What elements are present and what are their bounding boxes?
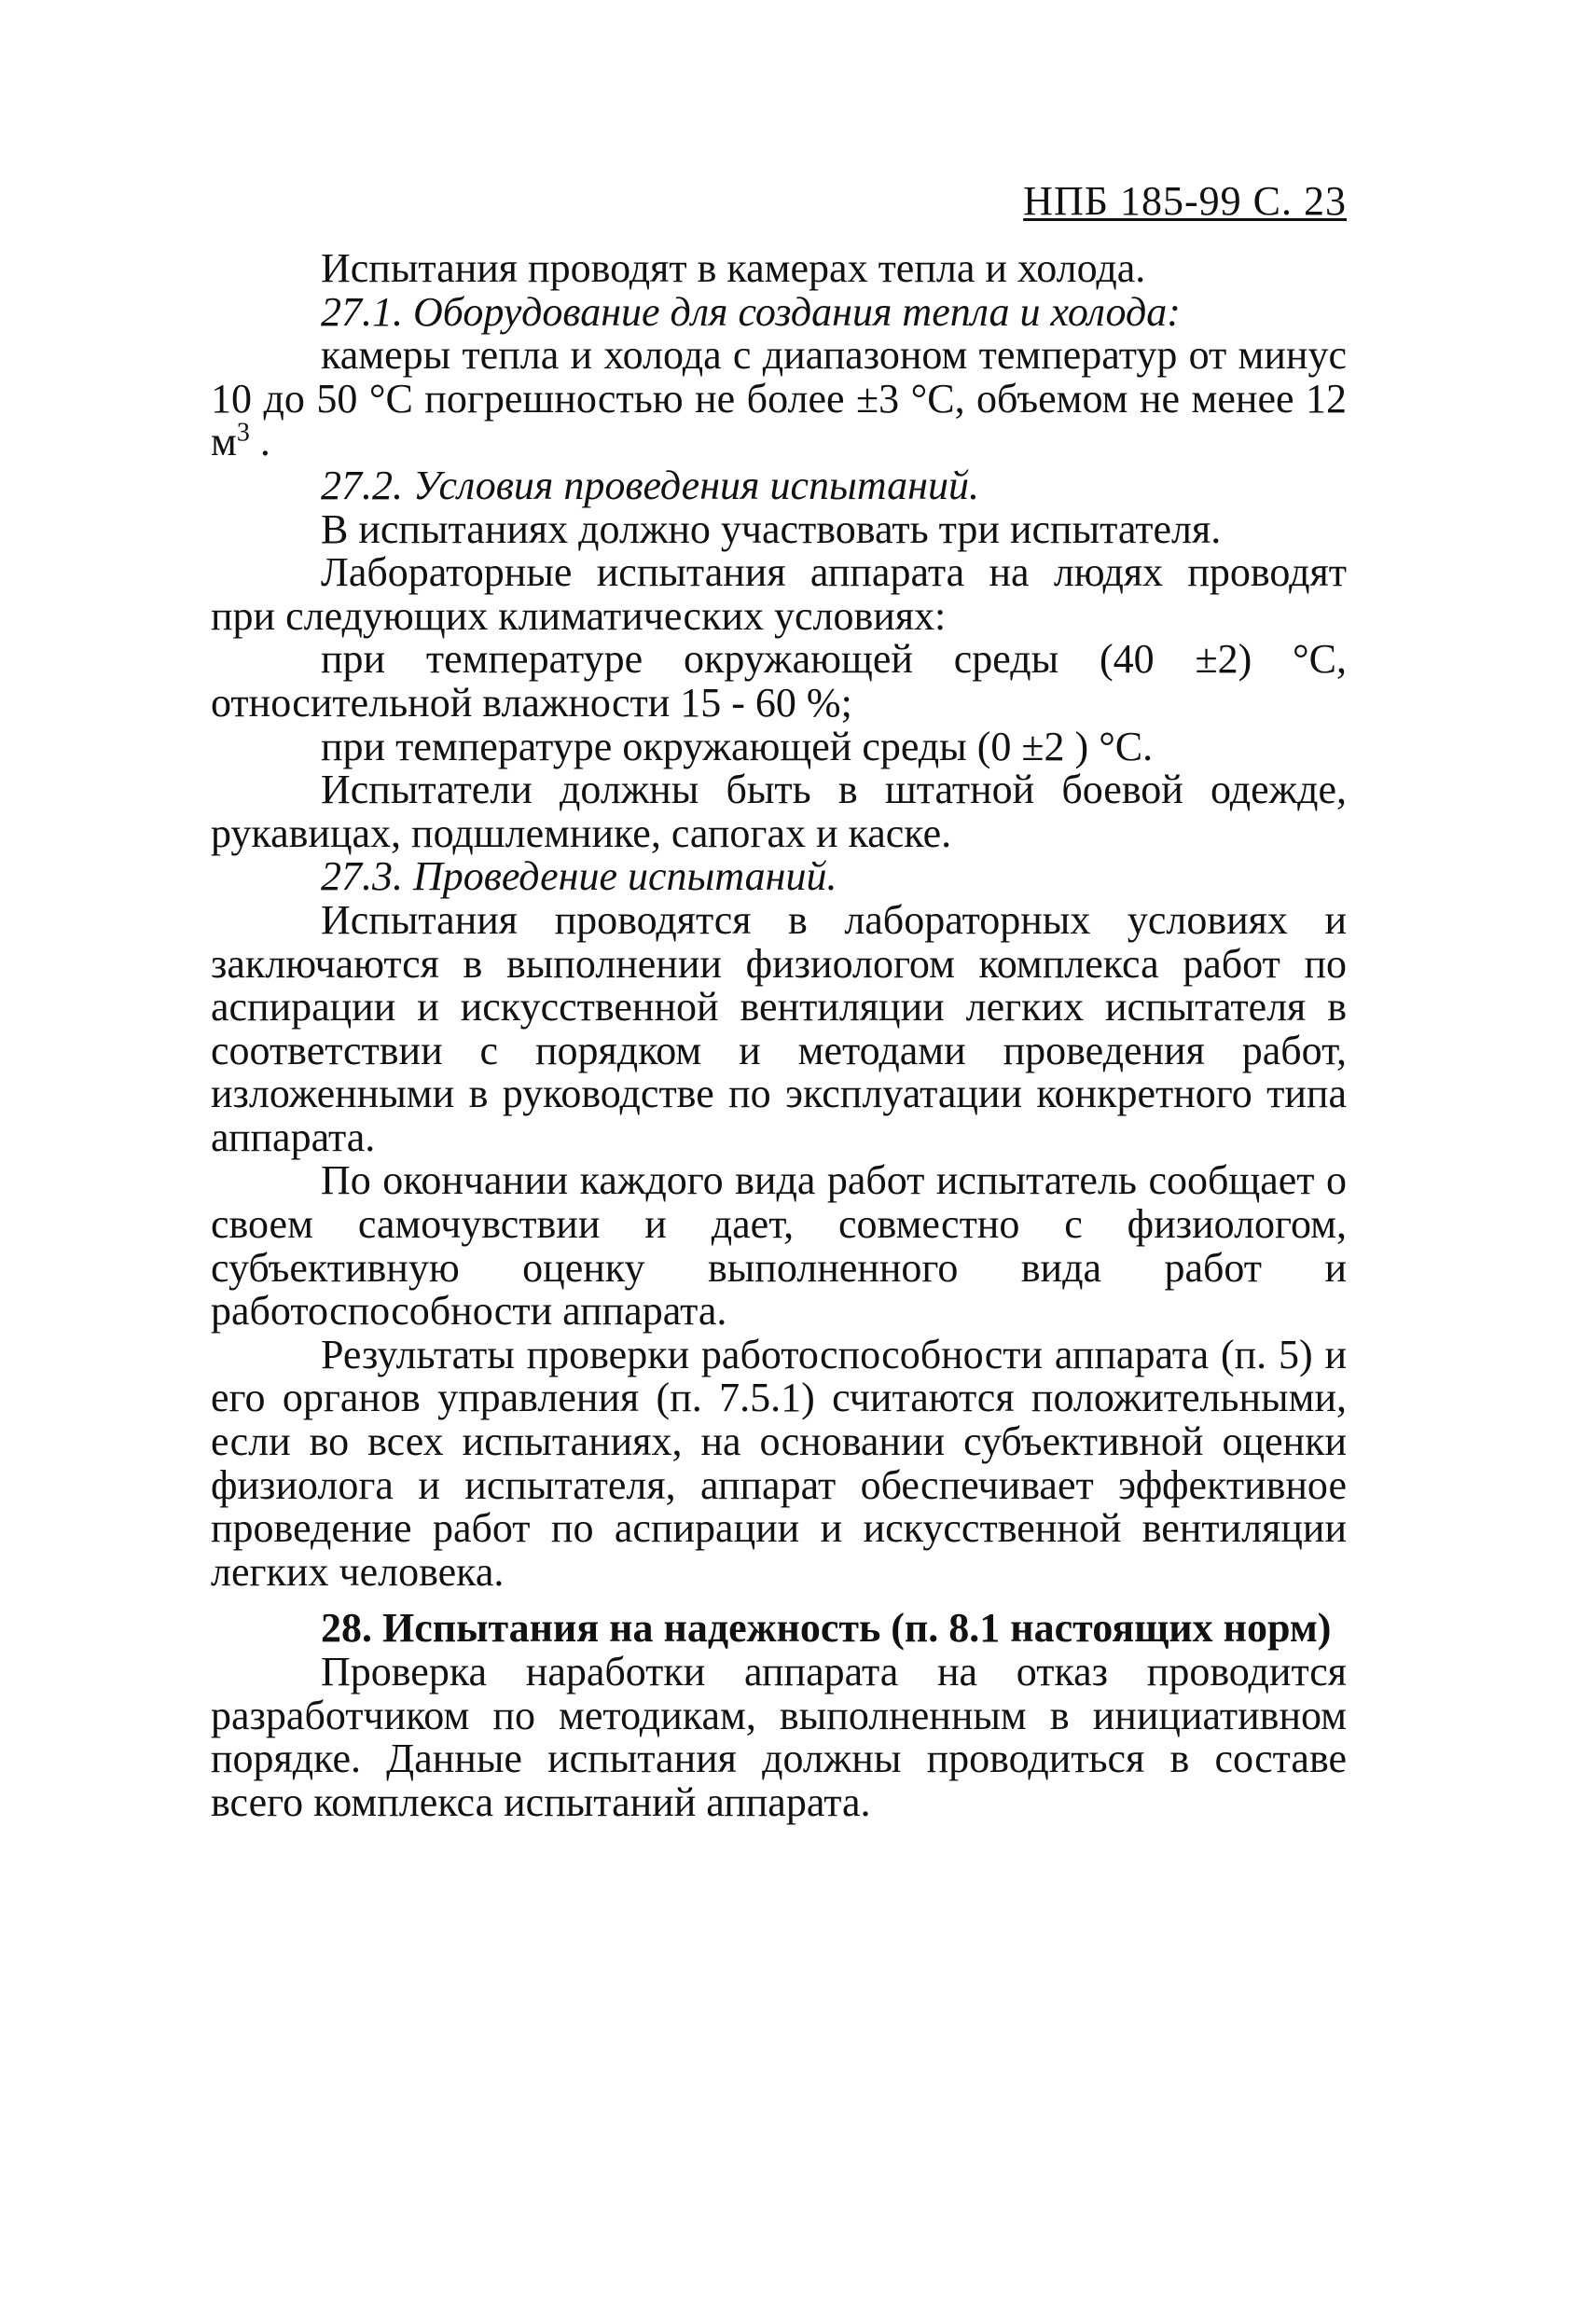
- paragraph-lab-conditions: Лабораторные испытания аппарата на людях проводят при следующих климатических условиях:: [211, 549, 1347, 639]
- section-27-1-heading: 27.1. Оборудование для создания тепла и холода:: [321, 288, 1181, 335]
- paragraph-test-procedure: Испытания проводятся в лабораторных условиях и заключаются в выполнении физиологом комплекса работ по аспирации и искусственной вентиляции легких испытателя в соответствии с порядком и методами проведения работ, изложенными в руководстве по эксплуатации конкретного типа аппарата.: [211, 896, 1347, 1160]
- paragraph-testers-count: В испытаниях должно участвовать три испытателя.: [321, 505, 1222, 552]
- paragraph-condition-cold: при температуре окружающей среды (0 ±2 ) °С.: [321, 723, 1154, 769]
- section-27-2-heading: 27.2. Условия проведения испытаний.: [321, 462, 979, 508]
- paragraph-tester-clothing: Испытатели должны быть в штатной боевой одежде, рукавицах, подшлемнике, сапогах и каске.: [211, 767, 1347, 856]
- paragraph-reliability: Проверка наработки аппарата на отказ проводится разработчиком по методикам, выполненным в инициативном порядке. Данные испытания должны проводиться в составе всего комплекса испытаний аппарата.: [211, 1649, 1347, 1825]
- section-27-3-heading: 27.3. Проведение испытаний.: [321, 853, 837, 900]
- chambers-spec-text: камеры тепла и холода с диапазоном температур от минус 10 до 50 °С погрешностью не более ±3 °С, объемом не менее 12 м: [211, 332, 1347, 465]
- chambers-spec-end: .: [259, 419, 270, 465]
- document-body: [211, 247, 1347, 1824]
- paragraph-chambers-intro: Испытания проводят в камерах тепла и холода.: [321, 245, 1146, 291]
- paragraph-tester-report: По окончании каждого вида работ испытатель сообщает о своем самочувствии и дает, совместно с физиологом, субъективную оценку выполненного вида работ и работоспособности аппарата.: [211, 1157, 1347, 1335]
- section-28-heading: 28. Испытания на надежность (п. 8.1 настоящих норм): [321, 1605, 1332, 1652]
- paragraph-condition-hot: при температуре окружающей среды (40 ±2) °С, относительной влажности 15 - 60 %;: [211, 636, 1347, 726]
- paragraph-results: Результаты проверки работоспособности аппарата (п. 5) и его органов управления (п. 7.5.1) считаются положительными, если во всех испытаниях, на основании субъективной оценки физиолога и испытателя, аппарат обеспечивает эффективное проведение работ по аспирации и искусственной вентиляции легких человека.: [211, 1331, 1347, 1595]
- superscript-cubic: 3: [236, 418, 250, 448]
- page-header: НПБ 185-99 С. 23: [1023, 178, 1347, 224]
- paragraph-chambers-spec: [211, 334, 1347, 464]
